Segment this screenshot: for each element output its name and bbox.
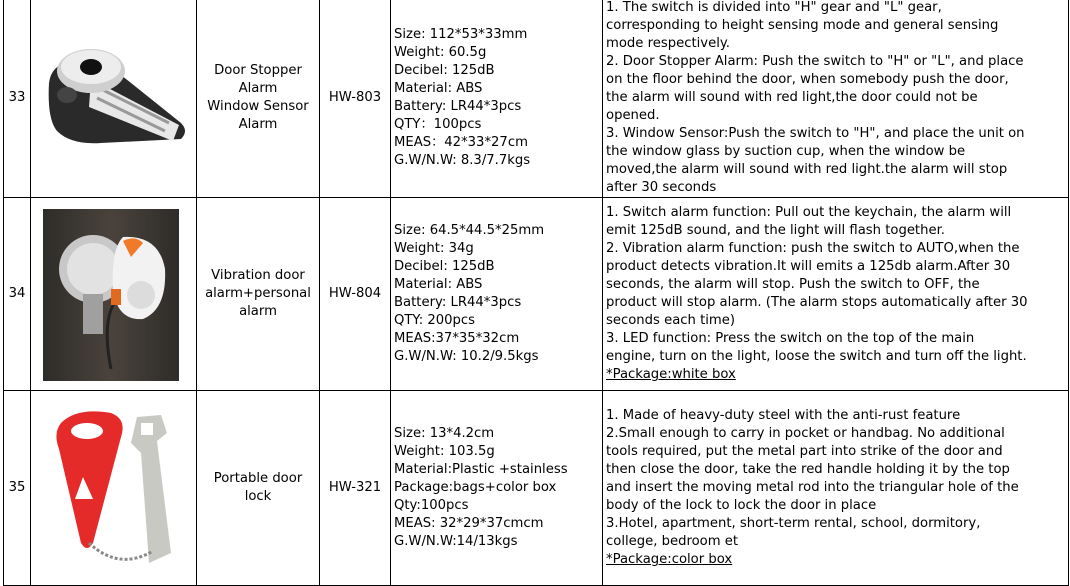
product-table bbox=[3, 0, 1069, 586]
portable-door-lock-image bbox=[31, 393, 196, 583]
door-stopper-image bbox=[31, 3, 196, 193]
description: 1. Switch alarm function: Pull out the keychain, the alarm will emit 125dB sound, and the light will flash together. 2. Vibration alarm function: push the switch to AUTO,when the product detects vibration.It will emits a 125db alarm.After 30 seconds, the alarm will stop. Push the switch to OFF, the product will stop alarm. (The alarm stops automatically after 30 seconds each time) 3. LED function: Press the switch on the top of the main engine, turn on the light, loose the switch and turn off the light. *Package:white box bbox=[603, 198, 1069, 391]
product-name: Door Stopper Alarm Window Sensor Alarm bbox=[197, 0, 320, 198]
item-number: 34 bbox=[4, 198, 31, 391]
specs: Size: 64.5*44.5*25mm Weight: 34g Decibel: 125dB Material: ABS Battery: LR44*3pcs QTY: 200pcs MEAS:37*35*32cm G.W/N.W: 10.2/9.5kgs bbox=[391, 198, 603, 391]
specs: Size: 13*4.2cm Weight: 103.5g Material:Plastic +stainless Package:bags+color box Qty:100pcs MEAS: 32*29*37cmcm G.W/N.W:14/13kgs bbox=[391, 391, 603, 586]
model-number: HW-804 bbox=[320, 198, 391, 391]
product-image-cell bbox=[31, 0, 197, 198]
package-note: *Package:color box bbox=[606, 552, 733, 567]
description: 1. Made of heavy-duty steel with the anti-rust feature 2.Small enough to carry in pocket or handbag. No additional tools required, put the metal part into strike of the door and then close the door, take the red handle holding it by the top and insert the moving metal rod into the triangular hole of the body of the lock to lock the door in place 3.Hotel, apartment, short-term rental, school, dormitory, college, bedroom et *Package:color box bbox=[603, 391, 1069, 586]
model-number: HW-321 bbox=[320, 391, 391, 586]
product-image-cell bbox=[31, 198, 197, 391]
product-image-cell bbox=[31, 391, 197, 586]
item-number: 35 bbox=[4, 391, 31, 586]
vibration-alarm-image bbox=[31, 199, 196, 389]
package-note: *Package:white box bbox=[606, 367, 736, 382]
model-number: HW-803 bbox=[320, 0, 391, 198]
specs: Size: 112*53*33mm Weight: 60.5g Decibel: 125dB Material: ABS Battery: LR44*3pcs QTY：100pcs MEAS：42*33*27cm G.W/N.W: 8.3/7.7kgs bbox=[391, 0, 603, 198]
table-row bbox=[4, 198, 1069, 391]
product-name: Portable door lock bbox=[197, 391, 320, 586]
table-row bbox=[4, 391, 1069, 586]
description: 1. The switch is divided into "H" gear and "L" gear, corresponding to height sensing mode and general sensing mode respectively. 2. Door Stopper Alarm: Push the switch to "H" or "L", and place on the floor behind the door, when somebody push the door, the alarm will sound with red light,the door could not be opened. 3. Window Sensor:Push the switch to "H", and place the unit on the window glass by suction cup, when the window be moved,the alarm will sound with red light.the alarm will stop after 30 seconds bbox=[603, 0, 1069, 198]
table-row bbox=[4, 0, 1069, 198]
item-number: 33 bbox=[4, 0, 31, 198]
product-name: Vibration door alarm+personal alarm bbox=[197, 198, 320, 391]
